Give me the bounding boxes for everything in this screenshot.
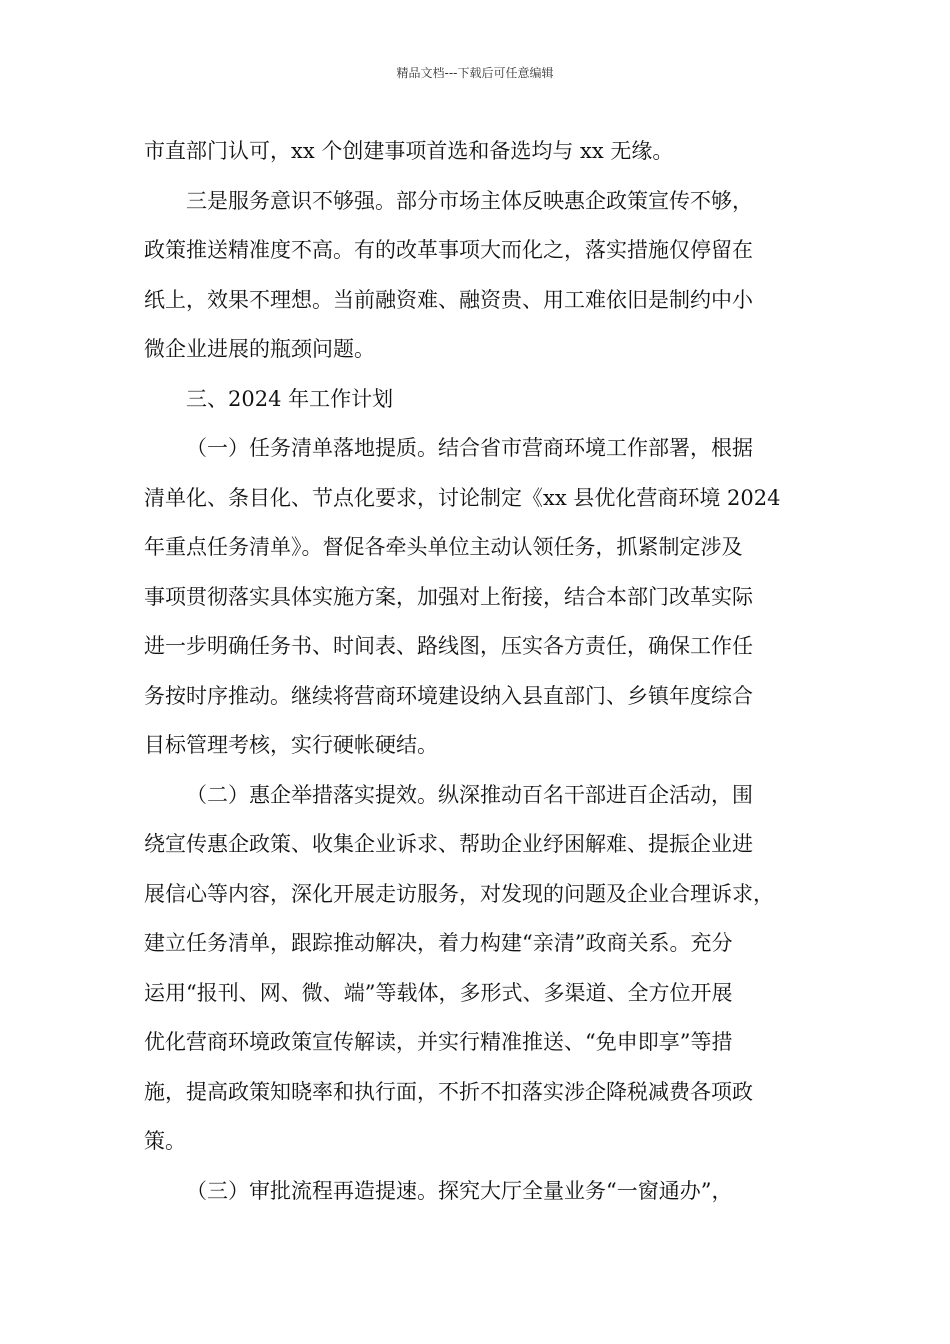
text-line: 清单化、条目化、节点化要求，讨论制定《xx 县优化营商环境 2024 xyxy=(144,485,781,510)
text-line: 纸上，效果不理想。当前融资难、融资贵、用工难依旧是制约中小 xyxy=(144,287,753,312)
text-line: 微企业进展的瓶颈问题。 xyxy=(144,337,375,361)
text-line: 展信心等内容，深化开展走访服务，对发现的问题及企业合理诉求， xyxy=(144,881,774,906)
text-line: 施，提高政策知晓率和执行面，不折不扣落实涉企降税减费各项政 xyxy=(144,1079,753,1104)
text-line: 绕宣传惠企政策、收集企业诉求、帮助企业纾困解难、提振企业进 xyxy=(144,832,753,856)
page-header: 精品文档---下载后可任意编辑 xyxy=(396,66,554,80)
text-line: 优化营商环境政策宣传解读，并实行精准推送、“免申即享”等措 xyxy=(144,1030,733,1054)
paragraph-start-line: （一）任务清单落地提质。结合省市营商环境工作部署，根据 xyxy=(186,436,753,460)
text-line: 策。 xyxy=(144,1129,186,1153)
text-line: 务按时序推动。继续将营商环境建设纳入县直部门、乡镇年度综合 xyxy=(144,683,753,708)
document-body xyxy=(144,127,816,1216)
text-line: 运用“报刊、网、微、端”等载体，多形式、多渠道、全方位开展 xyxy=(144,980,733,1005)
text-line: 年重点任务清单》。督促各牵头单位主动认领任务，抓紧制定涉及 xyxy=(144,535,743,559)
paragraph-start-line: 三是服务意识不够强。部分市场主体反映惠企政策宣传不够， xyxy=(186,188,753,213)
paragraph-start-line: （三）审批流程再造提速。探究大厅全量业务“一窗通办”， xyxy=(186,1178,733,1203)
paragraph-start-line: （二）惠企举措落实提效。纵深推动百名干部进百企活动，围 xyxy=(186,782,753,807)
text-line: 目标管理考核，实行硬帐硬结。 xyxy=(144,733,438,757)
text-line: 市直部门认可，xx 个创建事项首选和备选均与 xx 无缘。 xyxy=(144,139,674,163)
section-heading: 三、2024 年工作计划 xyxy=(186,386,394,411)
text-line: 建立任务清单，跟踪推动解决，着力构建“亲清”政商关系。充分 xyxy=(144,931,733,955)
text-line: 进一步明确任务书、时间表、路线图，压实各方责任，确保工作任 xyxy=(144,634,753,658)
text-line: 事项贯彻落实具体实施方案，加强对上衔接，结合本部门改革实际 xyxy=(144,584,753,609)
text-line: 政策推送精准度不高。有的改革事项大而化之，落实措施仅停留在 xyxy=(144,238,753,262)
